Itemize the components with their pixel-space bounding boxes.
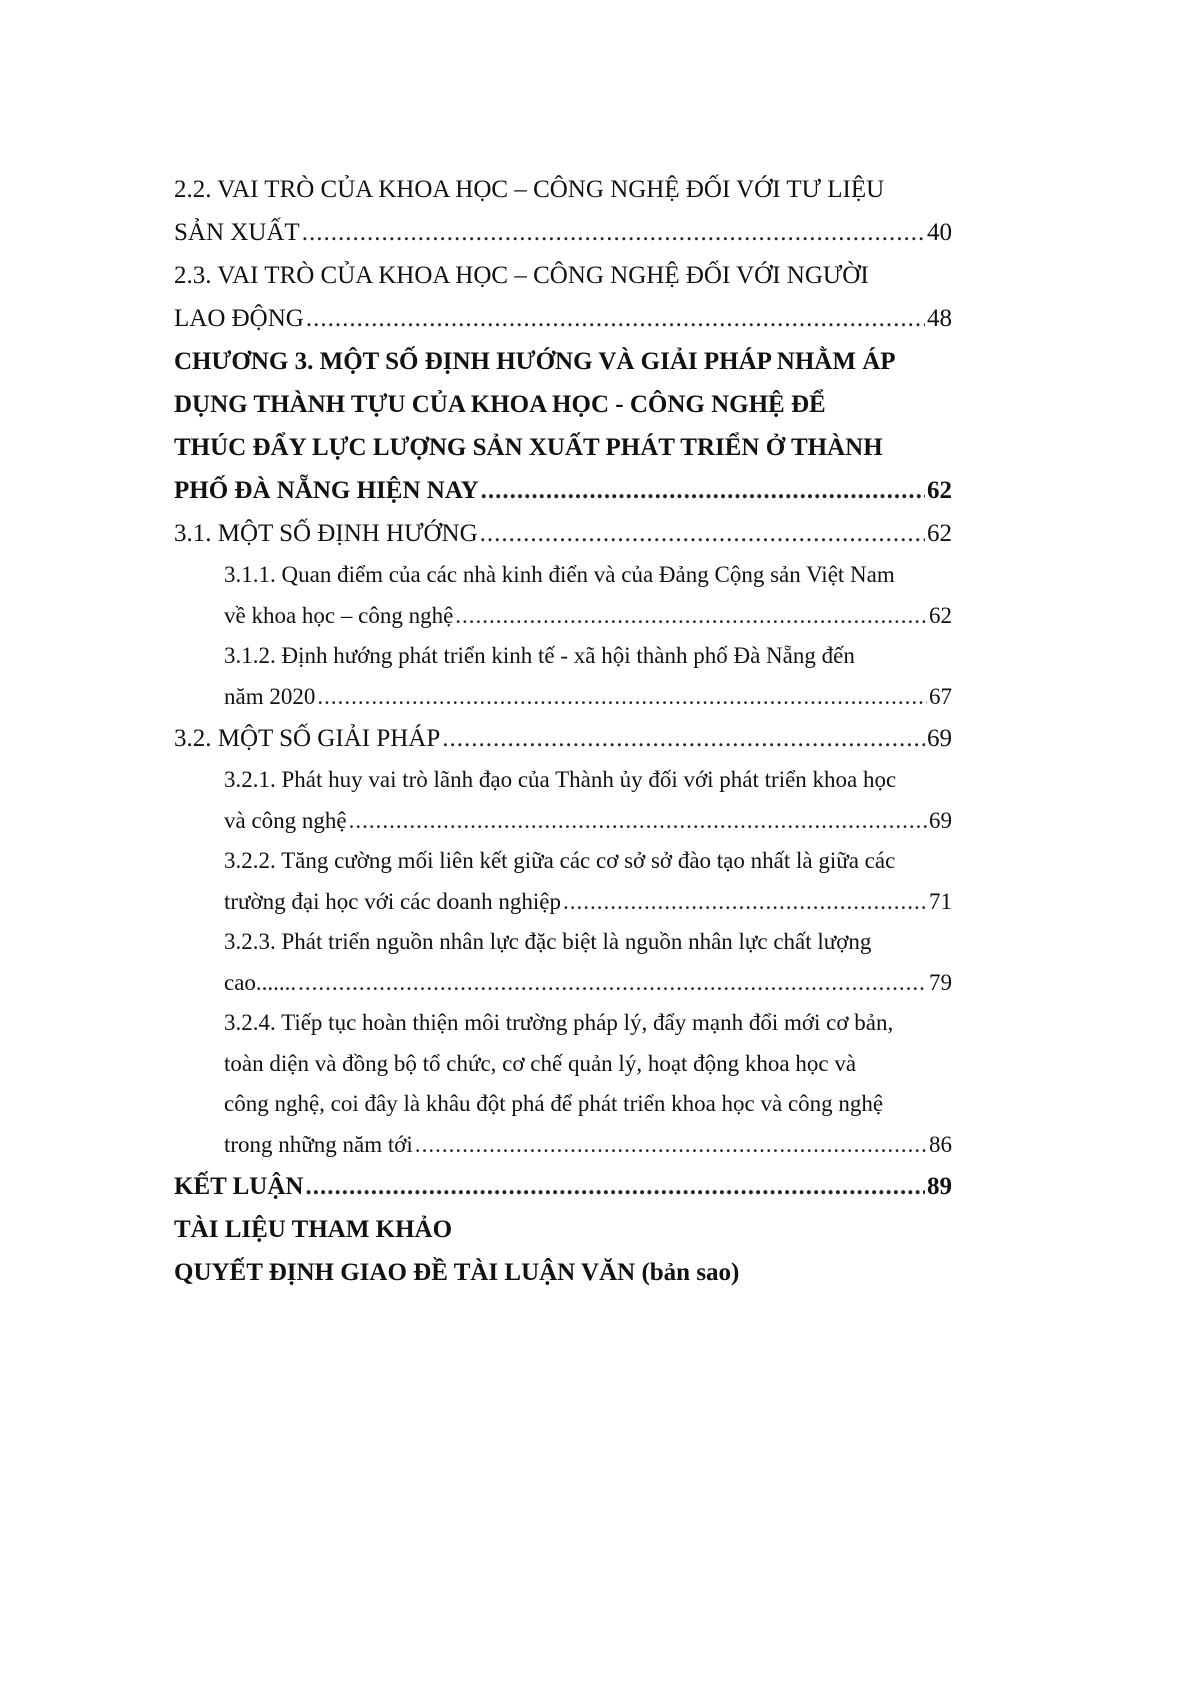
toc-entry-line: DỤNG THÀNH TỰU CỦA KHOA HỌC - CÔNG NGHỆ ĐỂ <box>174 391 826 418</box>
toc-entry-line: CHƯƠNG 3. MỘT SỐ ĐỊNH HƯỚNG VÀ GIẢI PHÁP NHẰM ÁP <box>174 348 896 375</box>
toc-entry-leader-line <box>174 512 952 555</box>
dot-leader <box>480 512 925 555</box>
toc-entry-line: THÚC ĐẨY LỰC LƯỢNG SẢN XUẤT PHÁT TRIỂN Ở THÀNH <box>174 434 883 461</box>
toc-entry-line: công nghệ, coi đây là khâu đột phá để phát triển khoa học và công nghệ <box>224 1091 884 1116</box>
toc-entry-title: cao....... <box>224 969 297 995</box>
dot-leader <box>455 596 927 637</box>
toc-entry-leader-line <box>224 677 952 718</box>
toc-entry-leader-line <box>224 882 952 923</box>
dot-leader <box>481 469 925 512</box>
toc-entry-title: năm 2020 <box>224 683 316 709</box>
toc-entry-title: 3.1. MỘT SỐ ĐỊNH HƯỚNG <box>174 520 478 547</box>
toc-page-number: 62 <box>927 477 952 504</box>
toc-entry-line: 3.2.3. Phát triển nguồn nhân lực đặc biệt là nguồn nhân lực chất lượng <box>224 929 872 954</box>
table-of-contents <box>174 168 952 1294</box>
toc-entry-3-1-2 <box>224 636 952 717</box>
toc-page-number: 71 <box>929 888 952 914</box>
toc-entry-line: 3.2.2. Tăng cường mối liên kết giữa các cơ sở sở đào tạo nhất là giữa các <box>224 848 896 873</box>
toc-entry-leader-line <box>224 1125 952 1166</box>
dot-leader <box>298 963 927 1004</box>
toc-entry-line: 3.2.1. Phát huy vai trò lãnh đạo của Thành ủy đối với phát triển khoa học <box>224 767 897 792</box>
toc-entry-3-1 <box>174 512 952 555</box>
toc-page-number: 62 <box>927 520 952 547</box>
dot-leader <box>317 677 927 718</box>
toc-entry-leader-line <box>224 801 952 842</box>
toc-entry-leader-line <box>174 297 952 340</box>
toc-entry-3-2-3 <box>224 922 952 1003</box>
toc-entry-leader-line <box>174 469 952 512</box>
dot-leader <box>302 211 925 254</box>
dot-leader <box>563 882 927 923</box>
toc-entry-chuong-3 <box>174 340 952 512</box>
toc-entry-title: 3.2. MỘT SỐ GIẢI PHÁP <box>174 725 441 752</box>
dot-leader <box>305 1165 925 1208</box>
toc-entry-title: trong những năm tới <box>224 1131 413 1157</box>
toc-entry-3-2-1 <box>224 760 952 841</box>
toc-page-number: 62 <box>929 602 952 628</box>
toc-entry-title: và công nghệ <box>224 807 347 833</box>
toc-page-number: 67 <box>929 683 952 709</box>
toc-entry-2-2 <box>174 168 952 254</box>
toc-entry-title: trường đại học với các doanh nghiệp <box>224 888 561 914</box>
toc-page-number: 48 <box>927 305 952 332</box>
toc-entry-line: 3.1.1. Quan điểm của các nhà kinh điển và của Đảng Cộng sản Việt Nam <box>224 562 895 587</box>
toc-page-number: 40 <box>927 219 952 246</box>
toc-entry-title: PHỐ ĐÀ NẴNG HIỆN NAY <box>174 477 479 504</box>
toc-entry-line: 2.3. VAI TRÒ CỦA KHOA HỌC – CÔNG NGHỆ ĐỐI VỚI NGƯỜI <box>174 262 869 289</box>
toc-entry-leader-line <box>174 211 952 254</box>
toc-page-number: 69 <box>929 807 952 833</box>
toc-page-number: 89 <box>927 1173 952 1200</box>
toc-entry-line: 3.1.2. Định hướng phát triển kinh tế - xã hội thành phố Đà Nẵng đến <box>224 643 855 668</box>
toc-entry-title: KẾT LUẬN <box>174 1173 304 1200</box>
toc-entry-line: 3.2.4. Tiếp tục hoàn thiện môi trường pháp lý, đẩy mạnh đổi mới cơ bản, <box>224 1010 894 1035</box>
toc-entry-line: 2.2. VAI TRÒ CỦA KHOA HỌC – CÔNG NGHỆ ĐỐI VỚI TƯ LIỆU <box>174 176 885 203</box>
dot-leader <box>415 1125 927 1166</box>
toc-entry-title: LAO ĐỘNG <box>174 305 304 332</box>
toc-entry-title: về khoa học – công nghệ <box>224 602 454 628</box>
toc-page-number: 69 <box>927 725 952 752</box>
toc-entry-leader-line <box>224 963 952 1004</box>
toc-page-number: 79 <box>929 969 952 995</box>
toc-entry-line: toàn diện và đồng bộ tổ chức, cơ chế quản lý, hoạt động khoa học và <box>224 1050 857 1076</box>
toc-references-heading: TÀI LIỆU THAM KHẢO <box>174 1216 453 1243</box>
toc-entry-3-1-1 <box>224 555 952 636</box>
toc-entry-3-2-4 <box>224 1003 952 1165</box>
toc-decision-heading: QUYẾT ĐỊNH GIAO ĐỀ TÀI LUẬN VĂN (bản sao) <box>174 1259 740 1286</box>
toc-entry-title: SẢN XUẤT <box>174 219 300 246</box>
toc-entry-ket-luan <box>174 1165 952 1208</box>
toc-page-number: 86 <box>929 1131 952 1157</box>
dot-leader <box>306 297 925 340</box>
toc-entry-3-2-2 <box>224 841 952 922</box>
toc-entry-3-2 <box>174 717 952 760</box>
toc-entry-leader-line <box>174 1165 952 1208</box>
toc-entry-2-3 <box>174 254 952 340</box>
dot-leader <box>442 717 925 760</box>
dot-leader <box>349 801 927 842</box>
toc-entry-leader-line <box>174 717 952 760</box>
toc-entry-leader-line <box>224 596 952 637</box>
